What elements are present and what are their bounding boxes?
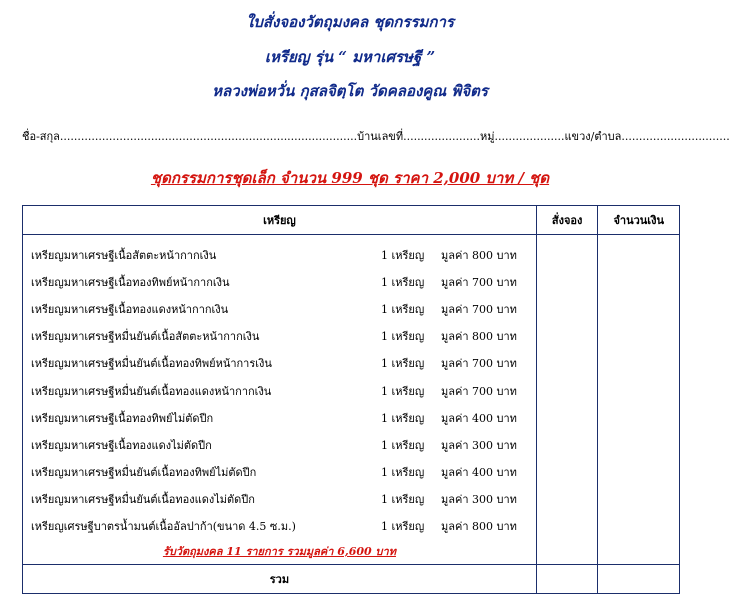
item-qty: 1 เหรียญ [381,275,425,289]
item-price: มูลค่า 800 บาท [441,248,517,262]
item-qty: 1 เหรียญ [381,384,425,398]
district-label: แขวง/ตำบล [564,130,622,143]
item-name: เหรียญมหาเศรษฐีหมื่นยันต์เนื้อทองแดงไม่ตัดปีก [31,493,255,507]
header-amount: จำนวนเงิน [598,206,680,235]
item-price: มูลค่า 700 บาท [441,302,517,316]
items-list [23,235,537,565]
item-price: มูลค่า 400 บาท [441,411,517,425]
item-price: มูลค่า 800 บาท [441,520,517,534]
list-item [31,404,528,431]
list-item [31,241,528,268]
item-name: เหรียญมหาเศรษฐีเนื้อทองแดงหน้ากากเงิน [31,302,229,316]
list-item [31,431,528,458]
item-qty: 1 เหรียญ [381,411,425,425]
item-qty: 1 เหรียญ [381,248,425,262]
list-item [31,513,528,540]
list-item [31,295,528,322]
item-price: มูลค่า 700 บาท [441,357,517,371]
total-amount-cell[interactable] [598,565,680,594]
list-item [31,377,528,404]
item-name: เหรียญมหาเศรษฐีเนื้อทองแดงไม่ตัดปีก [31,438,212,452]
table-header-row [23,206,680,235]
page-title: ใบสั่งจองวัตถุมงคล ชุดกรรมการ [246,13,454,31]
header-order: สั่งจอง [536,206,598,235]
list-item [31,459,528,486]
summary-note: รับวัตถุมงคล 11 รายการ รวมมูลค่า 6,600 บาท [162,545,396,559]
amount-input-cell[interactable] [598,235,680,565]
item-price: มูลค่า 700 บาท [441,384,517,398]
list-item [31,350,528,377]
temple-line: หลวงพ่อหวั่น กุสลจิตฺโต วัดคลองคูณ พิจิตร [212,82,488,100]
item-qty: 1 เหรียญ [381,357,425,371]
total-label: รวม [23,565,537,594]
customer-info-line [22,127,730,145]
item-price: มูลค่า 400 บาท [441,466,517,480]
village-field[interactable]: .................... [494,130,565,143]
item-name: เหรียญมหาเศรษฐีเนื้อทองทิพย์หน้ากากเงิน [31,275,230,289]
total-row [23,565,680,594]
list-item [31,486,528,513]
item-price: มูลค่า 700 บาท [441,275,517,289]
item-name: เหรียญมหาเศรษฐีหมื่นยันต์เนื้อสัตตะหน้ากากเงิน [31,330,260,344]
name-label: ชื่อ-สกุล [22,130,60,143]
item-qty: 1 เหรียญ [381,330,425,344]
list-item [31,268,528,295]
total-order-cell[interactable] [536,565,598,594]
header-item: เหรียญ [23,206,537,235]
list-item [31,323,528,350]
item-qty: 1 เหรียญ [381,438,425,452]
item-name: เหรียญมหาเศรษฐีหมื่นยันต์เนื้อทองแดงหน้ากากเงิน [31,384,272,398]
item-name: เหรียญมหาเศรษฐีหมื่นยันต์เนื้อทองทิพย์หน้าการเงิน [31,357,272,371]
item-name: เหรียญเศรษฐีบาตรน้ำมนต์เนื้ออัลปาก้า(ขนาด 4.5 ซ.ม.) [31,520,296,534]
item-qty: 1 เหรียญ [381,493,425,507]
village-label: หมู่ [480,130,495,143]
item-price: มูลค่า 300 บาท [441,438,517,452]
item-qty: 1 เหรียญ [381,302,425,316]
page-subtitle: เหรียญ รุ่น “ มหาเศรษฐี ” [264,48,436,66]
items-body-row [23,235,680,565]
offer-banner: ชุดกรรมการชุดเล็ก จำนวน 999 ชุด ราคา 2,000 บาท / ชุด [150,169,550,187]
item-name: เหรียญมหาเศรษฐีเนื้อทองทิพย์ไม่ตัดปีก [31,411,214,425]
district-field[interactable]: ............................... [621,130,730,143]
item-name: เหรียญมหาเศรษฐีหมื่นยันต์เนื้อทองทิพย์ไม่ตัดปีก [31,466,257,480]
name-field[interactable]: ..................................................................................... [59,130,358,143]
house-number-field[interactable]: ...................... [403,130,481,143]
item-name: เหรียญมหาเศรษฐีเนื้อสัตตะหน้ากากเงิน [31,248,217,262]
item-price: มูลค่า 300 บาท [441,493,517,507]
order-input-cell[interactable] [536,235,598,565]
item-qty: 1 เหรียญ [381,466,425,480]
item-qty: 1 เหรียญ [381,520,425,534]
order-table [22,205,680,594]
house-number-label: บ้านเลขที่ [357,130,404,143]
item-price: มูลค่า 800 บาท [441,330,517,344]
